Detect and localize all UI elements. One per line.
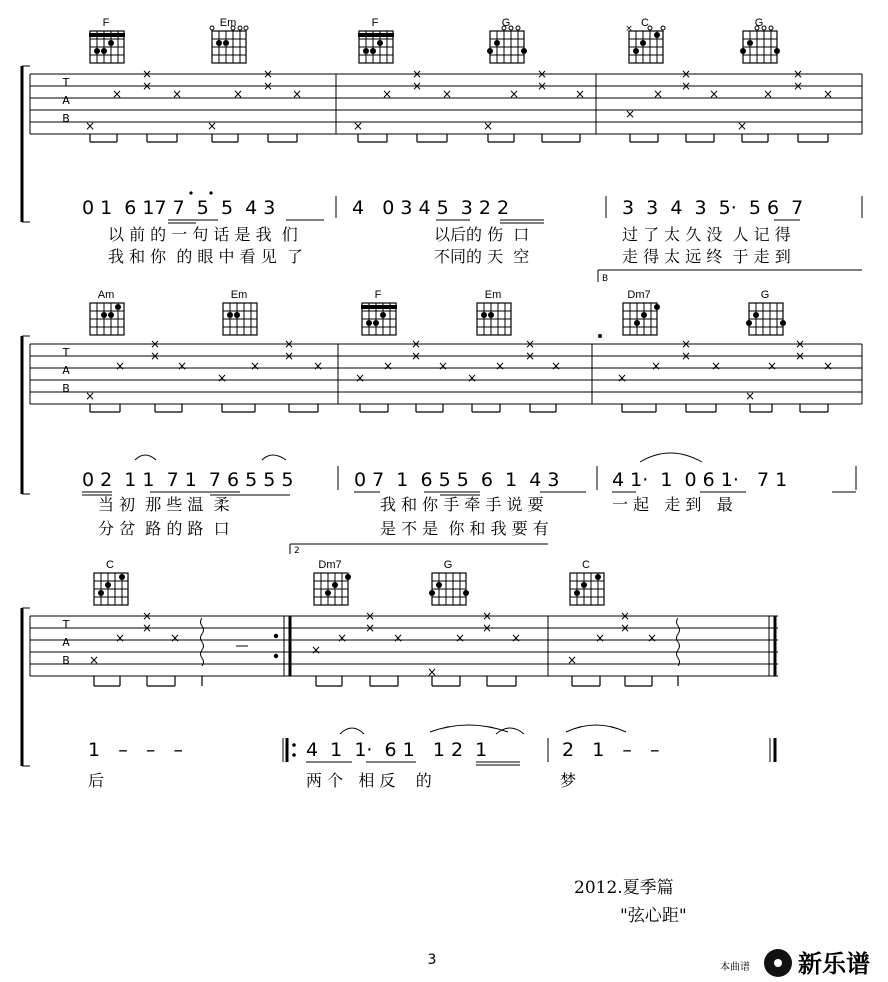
tab-letter: A	[62, 636, 70, 649]
svg-text:×: ×	[524, 349, 536, 363]
chord-name: G	[443, 559, 453, 571]
chord-name: Dm7	[318, 559, 342, 571]
svg-text:×: ×	[616, 371, 628, 385]
chord-name: C	[106, 559, 114, 571]
svg-text:×: ×	[566, 653, 578, 667]
svg-text:×: ×	[624, 107, 636, 121]
svg-text:×: ×	[822, 359, 834, 373]
volta-bracket	[290, 544, 548, 556]
underlines	[168, 220, 800, 223]
svg-text:×: ×	[232, 87, 244, 101]
tab-letter: T	[62, 76, 70, 89]
chord-name: C	[641, 17, 649, 29]
svg-text:×: ×	[410, 337, 422, 351]
svg-text:×: ×	[141, 621, 153, 635]
underlines	[306, 762, 520, 765]
brand-small-text: 本曲谱	[720, 962, 750, 973]
svg-text:×: ×	[262, 79, 274, 93]
lyric-line: 一 起 走 到 最	[612, 495, 733, 514]
tab-letter: T	[62, 618, 70, 631]
chord-diagram	[94, 559, 128, 605]
svg-text:×: ×	[283, 349, 295, 363]
notation-segment: 0 7 1 6 5 5 6 1 4 3	[354, 469, 560, 491]
chord-diagram	[625, 17, 665, 63]
svg-text:×: ×	[524, 337, 536, 351]
notation-segment: 2 1 – –	[562, 739, 660, 761]
lyric-line: 分 岔 路 的 路 口	[98, 519, 230, 538]
svg-text:×: ×	[283, 337, 295, 351]
lyric-line: 后	[88, 771, 105, 790]
row-3	[22, 559, 778, 790]
svg-text:×: ×	[312, 359, 324, 373]
chord-name: Em	[219, 17, 237, 29]
lyric-line: 不同的 天 空	[434, 247, 530, 266]
stems	[94, 676, 678, 686]
svg-text:×: ×	[441, 87, 453, 101]
svg-text:×: ×	[381, 87, 393, 101]
lyric-line: 我 和 你 的 眼 中 看 见 了	[108, 247, 303, 266]
row-2	[22, 289, 862, 556]
svg-text:×: ×	[481, 609, 493, 623]
slurs	[340, 725, 626, 734]
tab-letter: B	[62, 112, 70, 125]
stems	[90, 134, 828, 142]
notation-segment: 1 – – –	[88, 739, 183, 761]
svg-text:×: ×	[382, 359, 394, 373]
svg-text:×: ×	[437, 359, 449, 373]
svg-text:×: ×	[411, 79, 423, 93]
chord-diagram	[487, 17, 527, 63]
chord-diagram	[361, 289, 397, 335]
chord-name: Am	[97, 289, 115, 301]
chord-name: F	[374, 289, 382, 301]
repeat-dot	[274, 634, 278, 638]
notation-segment: 3 3 4 3 5· 5 6 7	[622, 197, 804, 219]
svg-text:2: 2	[294, 546, 300, 556]
dot	[209, 191, 212, 194]
svg-text:×: ×	[426, 665, 438, 679]
notation-segment: 0 1 6 17 7 5 5 4 3	[82, 197, 276, 219]
chord-name: F	[102, 17, 110, 29]
brand-logo	[720, 949, 870, 978]
svg-text:×: ×	[216, 371, 228, 385]
svg-text:×: ×	[794, 349, 806, 363]
svg-text:×: ×	[574, 87, 586, 101]
svg-text:×: ×	[88, 653, 100, 667]
svg-text:×: ×	[111, 87, 123, 101]
chord-name: Em	[230, 289, 248, 301]
svg-text:×: ×	[176, 359, 188, 373]
svg-text:×: ×	[84, 119, 96, 133]
svg-text:×: ×	[619, 609, 631, 623]
tab-marks	[85, 337, 833, 403]
svg-text:×: ×	[822, 87, 834, 101]
repeat-dot	[274, 654, 278, 658]
svg-text:×: ×	[466, 371, 478, 385]
chord-diagram	[90, 289, 124, 335]
svg-text:×: ×	[680, 337, 692, 351]
svg-text:×: ×	[508, 87, 520, 101]
svg-text:×: ×	[336, 631, 348, 645]
svg-text:×: ×	[352, 119, 364, 133]
svg-text:×: ×	[84, 389, 96, 403]
svg-text:×: ×	[149, 349, 161, 363]
svg-text:×: ×	[619, 621, 631, 635]
dot	[189, 191, 192, 194]
tab-letter: T	[62, 346, 70, 359]
tab-letter: A	[62, 364, 70, 377]
svg-text:×: ×	[510, 631, 522, 645]
svg-text:×: ×	[141, 79, 153, 93]
chord-diagram	[223, 289, 257, 335]
svg-text:B: B	[602, 274, 609, 284]
chord-diagram	[429, 559, 469, 605]
svg-text:×: ×	[625, 24, 633, 34]
svg-text:×: ×	[291, 87, 303, 101]
tab-marks	[89, 609, 657, 679]
chord-diagram	[746, 289, 786, 335]
svg-text:×: ×	[536, 79, 548, 93]
svg-text:×: ×	[766, 359, 778, 373]
lyric-line: 过 了 太 久 没 人 记 得	[622, 225, 791, 244]
notation-segment: 4 1· 1 0 6 1· 7 1	[612, 469, 788, 491]
svg-text:×: ×	[392, 631, 404, 645]
tab-letter: B	[62, 382, 70, 395]
chord-diagram	[570, 559, 604, 605]
svg-text:×: ×	[249, 359, 261, 373]
year-note: 2012.夏季篇	[574, 878, 674, 898]
svg-text:×: ×	[114, 359, 126, 373]
page-number: 3	[427, 952, 437, 968]
lyric-line: 梦	[560, 771, 577, 790]
notation-segment: 4 1 1· 6 1 1 2 1	[306, 739, 488, 761]
brand-name: 新乐谱	[798, 950, 870, 978]
svg-text:×: ×	[410, 349, 422, 363]
svg-text:×: ×	[680, 67, 692, 81]
svg-text:×: ×	[550, 359, 562, 373]
svg-text:×: ×	[680, 79, 692, 93]
svg-text:×: ×	[794, 337, 806, 351]
svg-text:×: ×	[310, 643, 322, 657]
svg-text:×: ×	[650, 359, 662, 373]
arpeggio	[201, 618, 680, 666]
chord-diagram	[89, 17, 125, 63]
chord-name: G	[501, 17, 511, 29]
slurs	[135, 453, 702, 462]
svg-text:×: ×	[114, 631, 126, 645]
chord-diagram	[477, 289, 511, 335]
stems	[90, 404, 828, 412]
svg-text:×: ×	[141, 609, 153, 623]
svg-text:×: ×	[494, 359, 506, 373]
lyric-line: 是 不 是 你 和 我 要 有	[380, 519, 549, 538]
lyric-line: 当 初 那 些 温 柔	[98, 495, 230, 514]
svg-text:×: ×	[792, 79, 804, 93]
svg-text:×: ×	[792, 67, 804, 81]
svg-text:×: ×	[262, 67, 274, 81]
svg-text:×: ×	[652, 87, 664, 101]
lyric-line: 两 个 相 反 的	[306, 771, 432, 790]
svg-text:×: ×	[736, 119, 748, 133]
album-note: "弦心距"	[620, 906, 687, 926]
svg-text:×: ×	[149, 337, 161, 351]
row-1	[22, 17, 862, 284]
svg-text:×: ×	[594, 631, 606, 645]
svg-text:×: ×	[481, 621, 493, 635]
svg-text:×: ×	[141, 67, 153, 81]
lyric-line: 以 前 的 一 句 话 是 我 们	[108, 225, 298, 244]
chord-diagram	[623, 289, 660, 335]
svg-text:×: ×	[411, 67, 423, 81]
chord-name: G	[754, 17, 764, 29]
svg-text:×: ×	[171, 87, 183, 101]
svg-text:×: ×	[354, 371, 366, 385]
chord-diagram	[314, 559, 351, 605]
chord-name: Em	[484, 289, 502, 301]
svg-text:×: ×	[710, 359, 722, 373]
lyric-line: 走 得 太 远 终 于 走 到	[622, 247, 791, 266]
svg-text:×: ×	[169, 631, 181, 645]
svg-text:×: ×	[744, 389, 756, 403]
lyric-line: 我 和 你 手 牵 手 说 要	[380, 495, 544, 514]
svg-text:×: ×	[364, 621, 376, 635]
chord-diagram	[740, 17, 780, 63]
svg-text:×: ×	[536, 67, 548, 81]
chord-name: G	[760, 289, 770, 301]
tab-letter: B	[62, 654, 70, 667]
chord-diagram	[210, 17, 248, 63]
dot	[598, 334, 602, 338]
chord-name: F	[371, 17, 379, 29]
lyric-line: 以后的 伤 口	[434, 225, 530, 244]
chord-diagram	[358, 17, 394, 63]
svg-text:×: ×	[708, 87, 720, 101]
svg-text:×: ×	[364, 609, 376, 623]
svg-text:×: ×	[206, 119, 218, 133]
tab-marks	[85, 67, 833, 133]
volta-bracket	[598, 270, 862, 284]
notation-segment: 0 2 1 1 7 1 7 6 5 5 5	[82, 469, 294, 491]
svg-text:×: ×	[482, 119, 494, 133]
svg-text:×: ×	[646, 631, 658, 645]
notation-segment: 4 0 3 4 5 3 2 2	[352, 197, 510, 219]
svg-text:×: ×	[680, 349, 692, 363]
svg-text:×: ×	[762, 87, 774, 101]
svg-text:×: ×	[454, 631, 466, 645]
chord-name: Dm7	[627, 289, 651, 301]
tab-letter: A	[62, 94, 70, 107]
chord-name: C	[582, 559, 590, 571]
